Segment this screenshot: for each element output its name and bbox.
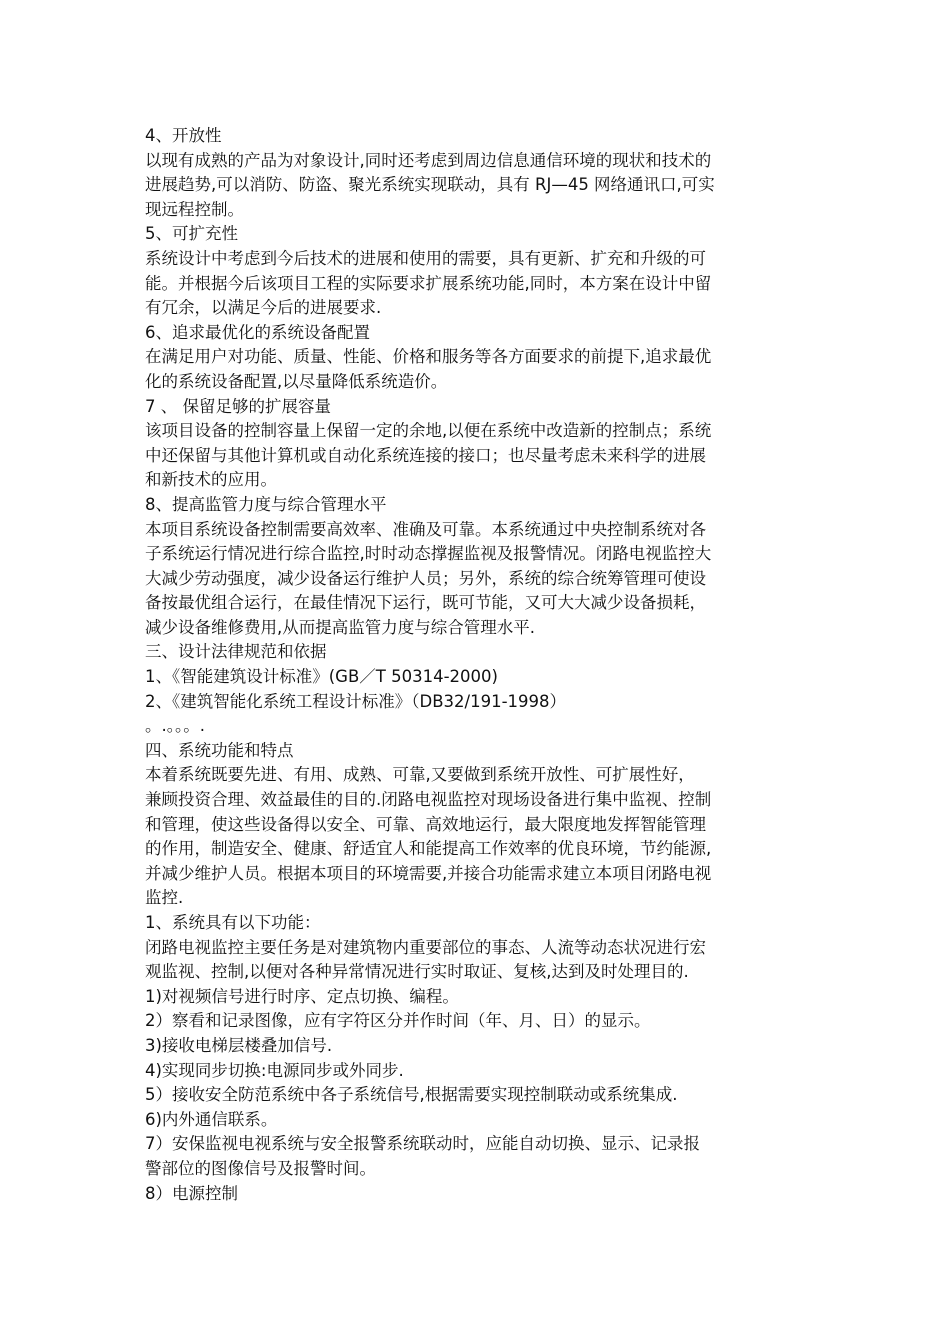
text-line: 大减少劳动强度，减少设备运行维护人员；另外，系统的综合统筹管理可使设 xyxy=(145,568,706,588)
text-line: 中还保留与其他计算机或自动化系统连接的接口；也尽量考虑未来科学的进展 xyxy=(145,445,706,465)
text-line: 子系统运行情况进行综合监控,时时动态撑握监视及报警情况。闭路电视监控大 xyxy=(145,544,712,564)
text-line: 1、系统具有以下功能： xyxy=(145,913,321,932)
text-line: 现远程控制。 xyxy=(145,199,244,219)
text-line: 警部位的图像信号及报警时间。 xyxy=(145,1158,376,1178)
text-line: 在满足用户对功能、质量、性能、价格和服务等各方面要求的前提下,追求最优 xyxy=(145,347,712,367)
text-line: 系统设计中考虑到今后技术的进展和使用的需要，具有更新、扩充和升级的可 xyxy=(145,248,706,268)
document-body xyxy=(145,124,805,1206)
text-line: 四、系统功能和特点 xyxy=(145,740,294,760)
text-line: 1、《智能建筑设计标准》(GB／T 50314-2000) xyxy=(145,667,498,687)
text-line: 6、追求最优化的系统设备配置 xyxy=(145,322,370,342)
text-line: 进展趋势,可以消防、防盗、聚光系统实现联动，具有 RJ—45 网络通讯口,可实 xyxy=(145,175,715,195)
text-line: 本着系统既要先进、有用、成熟、可靠,又要做到系统开放性、可扩展性好， xyxy=(145,765,695,785)
text-line: 监控. xyxy=(145,888,184,908)
text-line: 兼顾投资合理、效益最佳的目的.闭路电视监控对现场设备进行集中监视、控制 xyxy=(145,790,712,810)
text-line: 7 、 保留足够的扩展容量 xyxy=(145,396,331,416)
text-line: 本项目系统设备控制需要高效率、准确及可靠。本系统通过中央控制系统对各 xyxy=(145,519,706,539)
text-line: 8、提高监管力度与综合管理水平 xyxy=(145,494,387,514)
text-line: 并减少维护人员。根据本项目的环境需要,并接合功能需求建立本项目闭路电视 xyxy=(145,863,712,883)
text-line: 减少设备维修费用,从而提高监管力度与综合管理水平. xyxy=(145,617,535,637)
text-line: 有冗余，以满足今后的进展要求. xyxy=(145,298,382,318)
text-line: 闭路电视监控主要任务是对建筑物内重要部位的事态、人流等动态状况进行宏 xyxy=(145,937,706,957)
text-line: 4)实现同步切换:电源同步或外同步. xyxy=(145,1060,404,1080)
text-line: 2）察看和记录图像，应有字符区分并作时间（年、月、日）的显示。 xyxy=(145,1011,651,1031)
text-line: 3)接收电梯层楼叠加信号. xyxy=(145,1035,333,1055)
text-line: 的作用，制造安全、健康、舒适宜人和能提高工作效率的优良环境，节约能源, xyxy=(145,839,712,859)
text-line: 4、开放性 xyxy=(145,126,222,145)
text-line: 和管理，使这些设备得以安全、可靠、高效地运行，最大限度地发挥智能管理 xyxy=(145,814,706,834)
text-line: 观监视、控制,以便对各种异常情况进行实时取证、复核,达到及时处理目的. xyxy=(145,962,689,982)
text-line: 三、设计法律规范和依据 xyxy=(145,642,327,662)
text-line: 以现有成熟的产品为对象设计,同时还考虑到周边信息通信环境的现状和技术的 xyxy=(145,150,712,170)
text-line: 2、《建筑智能化系统工程设计标准》（DB32/191-1998） xyxy=(145,691,567,711)
text-line: 能。并根据今后该项目工程的实际要求扩展系统功能,同时，本方案在设计中留 xyxy=(145,273,712,293)
text-line: 。.。。。. xyxy=(145,716,205,736)
text-line: 该项目设备的控制容量上保留一定的余地,以便在系统中改造新的控制点；系统 xyxy=(145,421,712,441)
text-line: 5）接收安全防范系统中各子系统信号,根据需要实现控制联动或系统集成. xyxy=(145,1085,678,1105)
text-line: 化的系统设备配置,以尽量降低系统造价。 xyxy=(145,371,448,391)
text-line: 备按最优组合运行，在最佳情况下运行，既可节能，又可大大减少设备损耗， xyxy=(145,593,706,613)
text-line: 1)对视频信号进行时序、定点切换、编程。 xyxy=(145,986,459,1006)
text-line: 5、可扩充性 xyxy=(145,224,238,244)
text-line: 8）电源控制 xyxy=(145,1183,238,1203)
text-line: 和新技术的应用。 xyxy=(145,470,277,490)
text-line: 6)内外通信联系。 xyxy=(145,1109,278,1129)
text-line: 7）安保监视电视系统与安全报警系统联动时，应能自动切换、显示、记录报 xyxy=(145,1134,700,1154)
